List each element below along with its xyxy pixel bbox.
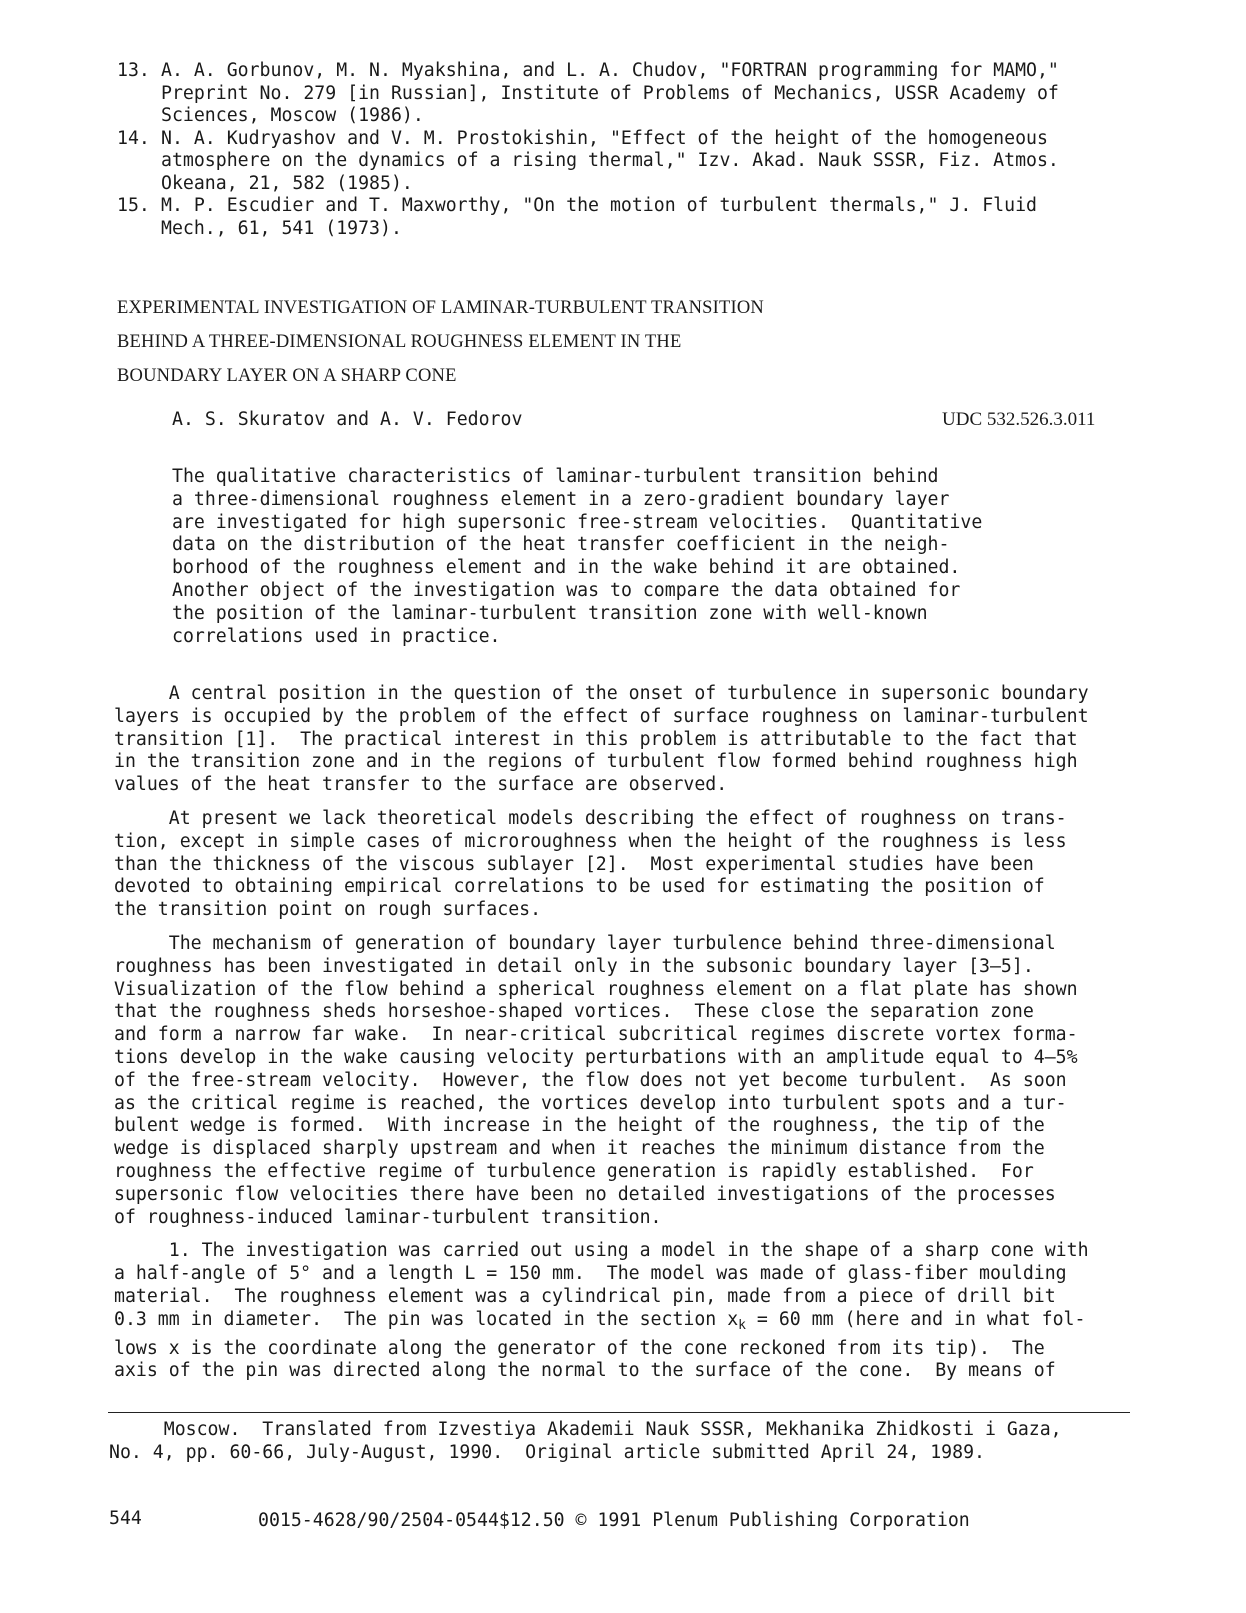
body-line: and form a narrow far wake. In near-critical subcritical regimes discrete vortex forma- <box>114 1024 1078 1046</box>
reference-line: M. P. Escudier and T. Maxworthy, "On the motion of turbulent thermals," J. Fluid <box>161 195 1037 216</box>
abstract-line: borhood of the roughness element and in the wake behind it are obtained. <box>172 557 961 579</box>
body-line: in the transition zone and in the regions of turbulent flow formed behind roughness high <box>114 751 1078 773</box>
body-line: The mechanism of generation of boundary layer turbulence behind three-dimensional <box>114 932 1056 954</box>
body-line: bulent wedge is formed. With increase in the height of the roughness, the tip of the <box>114 1115 1045 1137</box>
body-line: values of the heat transfer to the surface are observed. <box>114 774 728 796</box>
abstract-line: the position of the laminar-turbulent transition zone with well-known <box>172 602 928 624</box>
abstract-line: correlations used in practice. <box>172 625 501 647</box>
body-line: transition [1]. The practical interest in this problem is attributable to the fact that <box>114 728 1078 750</box>
body-line: than the thickness of the viscous sublayer [2]. Most experimental studies have been <box>114 853 1034 875</box>
body-line: layers is occupied by the problem of the effect of surface roughness on laminar-turbulent <box>114 705 1089 727</box>
reference-number: 15. <box>117 195 150 216</box>
abstract <box>172 466 1012 648</box>
reference-item <box>117 195 1107 240</box>
article-authors: A. S. Skuratov and A. V. Fedorov <box>172 409 523 430</box>
reference-line: N. A. Kudryashov and V. M. Prostokishin, "Effect of the height of the homogeneous <box>161 127 1048 149</box>
reference-item <box>117 128 1107 196</box>
reference-line: Sciences, Moscow (1986). <box>161 105 424 126</box>
body-line: roughness the effective regime of turbulence generation is rapidly established. For <box>114 1160 1034 1182</box>
subscript-k: k <box>738 1317 746 1333</box>
body-line: At present we lack theoretical models describing the effect of roughness on trans- <box>114 807 1067 829</box>
body-line: material. The roughness element was a cylindrical pin, made from a piece of drill bit <box>114 1285 1056 1307</box>
abstract-line: a three-dimensional roughness element in a zero-gradient boundary layer <box>172 488 950 510</box>
abstract-line: Another object of the investigation was to compare the data obtained for <box>172 579 961 601</box>
copyright-line: 0015-4628/90/2504-0544$12.50 © 1991 Plenum Publishing Corporation <box>258 1510 970 1531</box>
body-line: A central position in the question of the onset of turbulence in supersonic boundary <box>114 683 1089 704</box>
paragraph-section-1 <box>114 1240 1124 1383</box>
body-line <box>114 1309 1124 1338</box>
body-text-fragment: 0.3 mm in diameter. The pin was located in the section x <box>114 1308 739 1330</box>
abstract-line: data on the distribution of the heat transfer coefficient in the neigh- <box>172 534 950 556</box>
reference-line: Mech., 61, 541 (1973). <box>161 217 402 239</box>
body-line: axis of the pin was directed along the normal to the surface of the cone. By means of <box>114 1360 1056 1382</box>
body-line: the transition point on rough surfaces. <box>114 899 542 921</box>
body-text-fragment: = 60 mm (here and in what fol- <box>745 1308 1086 1330</box>
abstract-line: The qualitative characteristics of laminar-turbulent transition behind <box>172 466 939 487</box>
title-line: EXPERIMENTAL INVESTIGATION OF LAMINAR-TURBULENT TRANSITION <box>117 298 764 318</box>
reference-line: Okeana, 21, 582 (1985). <box>161 172 413 194</box>
abstract-line: are investigated for high supersonic free-stream velocities. Quantitative <box>172 511 983 533</box>
body-line: wedge is displaced sharply upstream and when it reaches the minimum distance from the <box>114 1138 1045 1160</box>
title-line: BOUNDARY LAYER ON A SHARP CONE <box>117 366 457 386</box>
title-line: BEHIND A THREE-DIMENSIONAL ROUGHNESS ELEMENT IN THE <box>117 332 682 352</box>
body-line: Visualization of the flow behind a spherical roughness element on a flat plate has shown <box>114 978 1078 1000</box>
reference-line: Preprint No. 279 [in Russian], Institute of Problems of Mechanics, USSR Academy of <box>161 82 1059 104</box>
body-line: 1. The investigation was carried out using a model in the shape of a sharp cone with <box>114 1240 1089 1262</box>
reference-number: 13. <box>117 60 150 81</box>
reference-line: atmosphere on the dynamics of a rising thermal," Izv. Akad. Nauk SSSR, Fiz. Atmos. <box>161 150 1059 171</box>
body-line: roughness has been investigated in detail only in the subsonic boundary layer [3—5]. <box>114 955 1034 977</box>
paragraph <box>114 808 1124 922</box>
article-title <box>117 296 764 398</box>
body-line: tion, except in simple cases of microroughness when the height of the roughness is less <box>114 830 1067 852</box>
body-line: of roughness-induced laminar-turbulent transition. <box>114 1206 662 1228</box>
footnote <box>109 1418 1119 1464</box>
paragraph <box>114 933 1124 1229</box>
reference-item <box>117 60 1107 128</box>
article-body <box>114 683 1124 1394</box>
footnote-line: Moscow. Translated from Izvestiya Akademii Nauk SSSR, Mekhanika Zhidkosti i Gaza, <box>109 1419 1062 1440</box>
paragraph <box>114 683 1124 797</box>
body-line: as the critical regime is reached, the vortices develop into turbulent spots and a tur- <box>114 1092 1067 1114</box>
reference-number: 14. <box>117 127 150 149</box>
body-line: tions develop in the wake causing velocity perturbations with an amplitude equal to 4—5% <box>114 1046 1078 1068</box>
page-number: 544 <box>109 1508 142 1529</box>
reference-line: A. A. Gorbunov, M. N. Myakshina, and L. A. Chudov, "FORTRAN programming for MAMO," <box>161 60 1059 81</box>
footnote-line: No. 4, pp. 60-66, July-August, 1990. Original article submitted April 24, 1989. <box>109 1442 985 1463</box>
body-line: that the roughness sheds horseshoe-shaped vortices. These close the separation zone <box>114 1001 1034 1023</box>
udc-code: UDC 532.526.3.011 <box>942 409 1096 430</box>
body-line: devoted to obtaining empirical correlations to be used for estimating the position of <box>114 876 1045 898</box>
body-line: a half-angle of 5° and a length L = 150 mm. The model was made of glass-fiber moulding <box>114 1263 1067 1285</box>
reference-list <box>117 60 1107 240</box>
body-line: lows x is the coordinate along the generator of the cone reckoned from its tip). The <box>114 1337 1045 1359</box>
body-line: supersonic flow velocities there have been no detailed investigations of the processes <box>114 1183 1056 1205</box>
footnote-divider <box>108 1412 1130 1413</box>
body-line: of the free-stream velocity. However, the flow does not yet become turbulent. As soon <box>114 1069 1067 1091</box>
